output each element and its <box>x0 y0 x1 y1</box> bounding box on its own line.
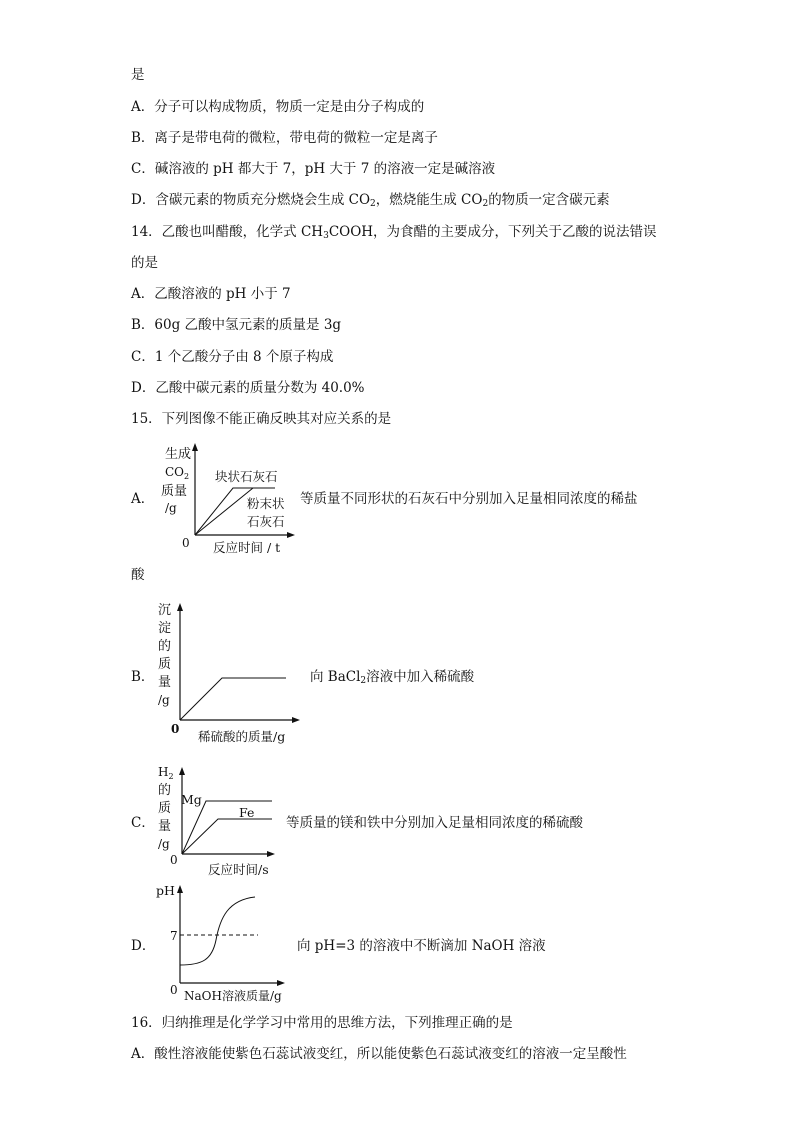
graph-b-x-arrow <box>292 717 300 723</box>
graph-b-ylabel-2: 的 <box>158 639 172 654</box>
graph-d-curve <box>180 897 255 965</box>
q15-option-c-letter: C． <box>131 815 155 831</box>
graph-a-ylabel-2-main: CO <box>165 465 185 479</box>
graph-a-label-powder-1: 粉末状 <box>247 496 285 511</box>
q15-option-b-desc <box>310 665 474 686</box>
graph-b-curve <box>180 678 286 720</box>
q15-graph-c <box>150 762 285 880</box>
graph-d-xlabel: NaOH溶液质量/g <box>184 989 282 1003</box>
graph-b-desc-part2: 溶液中加入稀硫酸 <box>366 669 475 685</box>
q13-d-part3: 的物质一定含碳元素 <box>488 192 610 208</box>
graph-b-ylabel-4: 量 <box>158 675 172 690</box>
q14-stem-part2: COOH，为食醋的主要成分，下列关于乙酸的说法错误 <box>328 224 657 240</box>
graph-a-x-arrow <box>287 532 295 538</box>
graph-b-origin: 0 <box>171 722 180 736</box>
graph-c-ylabel-3: 量 <box>158 819 172 834</box>
q13-option-c: C．碱溶液的 pH 都大于 7，pH 大于 7 的溶液一定是碱溶液 <box>131 161 496 177</box>
q13-stem-tail: 是 <box>131 67 145 83</box>
graph-b-ylabel-0: 沉 <box>158 603 172 618</box>
q13-option-b: B．离子是带电荷的微粒，带电荷的微粒一定是离子 <box>131 130 438 146</box>
graph-c-curve-mg <box>182 801 272 854</box>
q13-d-sub1: 2 <box>370 199 376 209</box>
graph-a-label-lump: 块状石灰石 <box>215 469 278 484</box>
q15-graph-d <box>150 878 295 1006</box>
graph-b-ylabel-5: /g <box>158 693 170 707</box>
graph-d-y-arrow <box>177 885 183 893</box>
graph-a-ylabel-2 <box>165 465 189 481</box>
graph-c-origin: 0 <box>170 853 178 867</box>
graph-c-label-mg: Mg <box>181 792 202 807</box>
q13-d-sub2: 2 <box>482 199 489 209</box>
q14-stem-sub: 3 <box>323 231 329 241</box>
graph-d-origin: 0 <box>170 983 178 997</box>
graph-a-origin: 0 <box>182 536 190 550</box>
q15-option-d-letter: D． <box>131 938 156 954</box>
graph-d-ylabel: pH <box>156 883 175 898</box>
graph-c-x-arrow <box>267 851 275 857</box>
q15-graph-a <box>155 440 300 560</box>
graph-d-tick-7: 7 <box>170 929 178 943</box>
graph-a-xlabel: 反应时间 / t <box>213 540 281 555</box>
graph-d-x-arrow <box>277 980 285 986</box>
q13-d-part1: D．含碳元素的物质充分燃烧会生成 CO <box>131 192 371 208</box>
graph-c-xlabel: 反应时间/s <box>208 862 269 877</box>
graph-b-y-arrow <box>177 603 183 611</box>
graph-a-label-powder-2: 石灰石 <box>247 514 285 529</box>
q16-stem: 16．归纳推理是化学学习中常用的思维方法，下列推理正确的是 <box>131 1015 513 1031</box>
graph-b-ylabel-1: 淀 <box>158 621 172 636</box>
q16-option-a: A．酸性溶液能使紫色石蕊试液变红，所以能使紫色石蕊试液变红的溶液一定呈酸性 <box>131 1046 627 1062</box>
q15-option-b-letter: B． <box>131 669 155 685</box>
q14-option-b: B．60g 乙酸中氢元素的质量是 3g <box>131 317 342 333</box>
q14-stem-tail: 的是 <box>131 255 158 271</box>
graph-c-ylabel-0-main: H <box>158 765 169 779</box>
graph-a-ylabel-3: 质量 <box>161 484 188 499</box>
graph-a-y-arrow <box>192 443 198 451</box>
q15-option-a-desc: 等质量不同形状的石灰石中分别加入足量相同浓度的稀盐 <box>300 491 638 507</box>
graph-c-ylabel-2: 质 <box>158 801 172 816</box>
q15-stem: 15．下列图像不能正确反映其对应关系的是 <box>131 411 392 427</box>
q14-stem-part1: 14．乙酸也叫醋酸，化学式 CH <box>131 224 324 240</box>
graph-a-ylabel-1: 生成 <box>165 447 192 462</box>
graph-c-ylabel-0 <box>158 765 174 781</box>
graph-b-xlabel: 稀硫酸的质量/g <box>198 729 286 744</box>
graph-a-ylabel-4: /g <box>165 501 177 515</box>
graph-b-desc-sub: 2 <box>360 676 367 686</box>
graph-c-y-arrow <box>179 767 185 775</box>
q15-graph-b <box>150 598 310 748</box>
q13-d-part2: ，燃烧能生成 CO <box>375 192 483 208</box>
q15-option-a-letter: A． <box>131 491 155 507</box>
q15-option-a-desc-tail: 酸 <box>131 567 145 583</box>
graph-c-ylabel-4: /g <box>158 837 170 851</box>
q13-option-a: A．分子可以构成物质，物质一定是由分子构成的 <box>131 99 425 115</box>
graph-b-desc-part1: 向 BaCl <box>310 669 361 685</box>
q13-option-d <box>131 191 610 213</box>
q14-option-c: C．1 个乙酸分子由 8 个原子构成 <box>131 349 334 365</box>
graph-a-ylabel-2-sub: 2 <box>184 472 190 481</box>
graph-c-label-fe: Fe <box>239 805 255 820</box>
graph-c-ylabel-1: 的 <box>158 783 172 798</box>
q14-option-a: A．乙酸溶液的 pH 小于 7 <box>131 286 291 302</box>
graph-c-ylabel-0-sub: 2 <box>168 772 174 781</box>
q14-option-d: D．乙酸中碳元素的质量分数为 40.0% <box>131 380 365 396</box>
q15-option-c-desc: 等质量的镁和铁中分别加入足量相同浓度的稀硫酸 <box>286 815 583 831</box>
q15-option-d-desc: 向 pH=3 的溶液中不断滴加 NaOH 溶液 <box>297 938 546 954</box>
graph-b-ylabel-3: 质 <box>158 657 172 672</box>
q14-stem <box>131 223 657 245</box>
